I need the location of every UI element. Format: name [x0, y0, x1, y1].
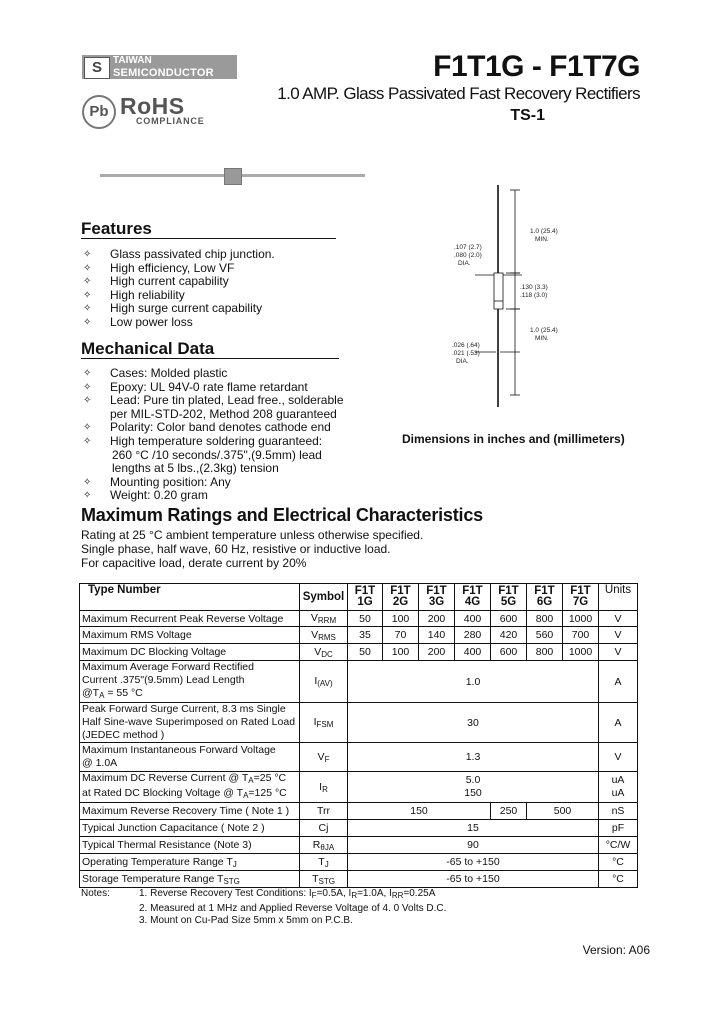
table-row	[80, 871, 638, 888]
row-symbol: $I_{FSM}$	[300, 703, 348, 743]
row-value: 140	[419, 627, 455, 644]
row-value: 400	[455, 611, 491, 627]
row-symbol: $I_R$	[300, 772, 348, 803]
header-part: F1T 2G	[383, 584, 419, 611]
brand-line-1: TAIWAN	[113, 55, 152, 66]
dim-wire-1: .026 (.64)	[452, 342, 480, 349]
dim-bottom-lead-min: MIN.	[535, 335, 549, 342]
row-value: 1000	[563, 644, 599, 661]
notes-label: Notes:	[81, 888, 110, 899]
row-value: -65 to +150	[348, 871, 599, 888]
row-value: 500	[527, 803, 599, 820]
row-label: Maximum DC Blocking Voltage	[80, 644, 300, 661]
table-header-row	[80, 584, 638, 611]
header-part: F1T 3G	[419, 584, 455, 611]
features-heading: Features	[81, 219, 152, 238]
row-value: 800	[527, 611, 563, 627]
rating-note-2: Single phase, half wave, 60 Hz, resistive or inductive load.	[81, 542, 391, 556]
row-value: 800	[527, 644, 563, 661]
row-value: 700	[563, 627, 599, 644]
row-value: 1.0	[348, 661, 599, 703]
list-item: ✧ Glass passivated chip junction.	[83, 247, 275, 261]
company-logo-mark: S	[84, 57, 110, 79]
mechanical-rule	[81, 358, 339, 359]
row-value: 1000	[563, 611, 599, 627]
row-symbol: $T_{STG}$	[300, 871, 348, 888]
row-unit: V	[599, 627, 638, 644]
header-part: F1T 6G	[527, 584, 563, 611]
features-list	[81, 248, 275, 330]
row-value: 50	[348, 611, 383, 627]
dimension-caption: Dimensions in inches and (millimeters)	[402, 432, 625, 446]
row-symbol: $T_J$	[300, 854, 348, 871]
dim-wire-2: .021 (.53)	[452, 350, 480, 357]
list-item: ✧ Polarity: Color band denotes cathode end	[83, 420, 331, 435]
list-item: per MIL-STD-202, Method 208 guaranteed	[110, 406, 337, 421]
row-unit: uA uA	[599, 772, 638, 803]
features-rule	[81, 238, 336, 239]
row-label: Maximum Recurrent Peak Reverse Voltage	[80, 611, 300, 627]
list-item: ✧ Lead: Pure tin plated, Lead free., solderable	[83, 393, 344, 408]
row-value: 5.0 150	[348, 772, 599, 803]
row-unit: A	[599, 661, 638, 703]
row-value: 150	[348, 803, 491, 820]
row-value: 600	[491, 644, 527, 661]
row-value: 600	[491, 611, 527, 627]
rating-note-3: For capacitive load, derate current by 20%	[81, 556, 307, 570]
list-item: 260 °C /10 seconds/.375",(9.5mm) lead	[112, 447, 322, 462]
diode-body-illustration	[224, 168, 242, 185]
header-part: F1T 7G	[563, 584, 599, 611]
table-row	[80, 803, 638, 820]
list-item: ✧ High current capability	[83, 274, 229, 289]
row-value: 50	[348, 644, 383, 661]
row-value: 560	[527, 627, 563, 644]
ratings-table	[79, 583, 638, 888]
list-item: lengths at 5 lbs.,(2.3kg) tension	[112, 461, 279, 476]
note-1: 1. Reverse Recovery Test Conditions: $I_F=0.5A$, $I_R=1.0A$, $I_{RR}=0.25A$	[139, 888, 436, 900]
ratings-heading: Maximum Ratings and Electrical Characteristics	[81, 505, 483, 525]
package-name: TS-1	[510, 107, 545, 124]
row-label: Peak Forward Surge Current, 8.3 ms Single Half Sine-wave Superimposed on Rated Load (JEDEC method )	[80, 703, 300, 743]
row-label: Maximum Average Forward Rectified Current .375"(9.5mm) Lead Length $@T_A = 55$ °C	[80, 661, 300, 703]
row-label: Storage Temperature Range $T_{STG}$	[80, 871, 300, 888]
table-row	[80, 644, 638, 661]
table-row	[80, 854, 638, 871]
row-symbol: Trr	[300, 803, 348, 820]
row-value: 250	[491, 803, 527, 820]
dim-body-len-1: .130 (3.3)	[520, 284, 548, 291]
list-item: ✧ Weight: 0.20 gram	[83, 488, 208, 503]
dim-bottom-lead: 1.0 (25.4)	[530, 327, 558, 334]
dim-top-lead: 1.0 (25.4)	[530, 228, 558, 235]
row-label: Typical Junction Capacitance ( Note 2 )	[80, 820, 300, 837]
row-unit: V	[599, 743, 638, 772]
list-item: ✧ High reliability	[83, 287, 185, 302]
body-outline	[494, 273, 503, 309]
row-label: Operating Temperature Range $T_J$	[80, 854, 300, 871]
row-value: 30	[348, 703, 599, 743]
row-value: 400	[455, 644, 491, 661]
package-dimension-drawing	[420, 185, 600, 410]
table-row	[80, 627, 638, 644]
row-value: 100	[383, 644, 419, 661]
dim-body-dia-label: DIA.	[458, 260, 471, 267]
mechanical-list	[81, 367, 344, 503]
header-symbol: Symbol	[300, 584, 348, 611]
table-row	[80, 661, 638, 703]
row-unit: A	[599, 703, 638, 743]
row-value: 280	[455, 627, 491, 644]
row-value: -65 to +150	[348, 854, 599, 871]
row-symbol: Cj	[300, 820, 348, 837]
dim-top-lead-min: MIN.	[535, 236, 549, 243]
page-subtitle: 1.0 AMP. Glass Passivated Fast Recovery Rectifiers	[277, 84, 640, 103]
row-unit: °C	[599, 854, 638, 871]
dim-body-dia-1: .107 (2.7)	[454, 244, 482, 251]
header-part: F1T 4G	[455, 584, 491, 611]
row-value: 1.3	[348, 743, 599, 772]
list-item: ✧ High surge current capability	[83, 301, 263, 316]
dim-wire-label: DIA.	[456, 358, 469, 365]
rohs-compliance-label: COMPLIANCE	[136, 116, 205, 126]
row-symbol: $V_F$	[300, 743, 348, 772]
header-part: F1T 5G	[491, 584, 527, 611]
row-unit: nS	[599, 803, 638, 820]
dim-body-len-2: .118 (3.0)	[520, 292, 548, 299]
row-unit: V	[599, 644, 638, 661]
list-item: ✧ High efficiency, Low VF	[83, 260, 235, 275]
row-value: 70	[383, 627, 419, 644]
row-symbol: $I_{(AV)}$	[300, 661, 348, 703]
list-item: ✧ Cases: Molded plastic	[83, 366, 228, 380]
row-value: 15	[348, 820, 599, 837]
row-label: Typical Thermal Resistance (Note 3)	[80, 837, 300, 854]
row-label: Maximum RMS Voltage	[80, 627, 300, 644]
brand-line-2: SEMICONDUCTOR	[113, 67, 214, 79]
row-label: Maximum Reverse Recovery Time ( Note 1 )	[80, 803, 300, 820]
dim-body-dia-2: .080 (2.0)	[454, 252, 482, 259]
list-item: ✧ Low power loss	[83, 314, 193, 329]
rohs-logo: RoHS	[120, 93, 185, 119]
row-value: 200	[419, 611, 455, 627]
header-type-number: Type Number	[80, 584, 300, 611]
mechanical-heading: Mechanical Data	[81, 339, 215, 358]
table-row	[80, 772, 638, 803]
table-row	[80, 611, 638, 627]
row-symbol: $V_{DC}$	[300, 644, 348, 661]
row-unit: °C	[599, 871, 638, 888]
page-title: F1T1G - F1T7G	[433, 50, 640, 83]
row-symbol: $R_{\theta JA}$	[300, 837, 348, 854]
list-item: ✧ Epoxy: UL 94V-0 rate flame retardant	[83, 379, 308, 394]
row-label: Maximum Instantaneous Forward Voltage @ 1.0A	[80, 743, 300, 772]
header-part: F1T 1G	[348, 584, 383, 611]
row-value: 100	[383, 611, 419, 627]
list-item: ✧ High temperature soldering guaranteed:	[83, 433, 323, 448]
table-row	[80, 837, 638, 854]
note-3: 3. Mount on Cu-Pad Size 5mm x 5mm on P.C.B.	[139, 915, 353, 926]
row-symbol: $V_{RMS}$	[300, 627, 348, 644]
notes	[81, 888, 446, 928]
list-item: ✧ Mounting position: Any	[83, 474, 231, 489]
rating-note-1: Rating at 25 °C ambient temperature unless otherwise specified.	[81, 528, 424, 542]
row-value: 420	[491, 627, 527, 644]
note-2: 2. Measured at 1 MHz and Applied Reverse Voltage of 4. 0 Volts D.C.	[139, 902, 447, 914]
row-unit: °C/W	[599, 837, 638, 854]
lead-free-badge: Pb	[82, 95, 116, 129]
row-value: 200	[419, 644, 455, 661]
table-row	[80, 703, 638, 743]
row-value: 35	[348, 627, 383, 644]
table-row	[80, 820, 638, 837]
row-unit: pF	[599, 820, 638, 837]
row-value: 90	[348, 837, 599, 854]
row-symbol: $V_{RRM}$	[300, 611, 348, 627]
row-unit: V	[599, 611, 638, 627]
header-units: Units	[599, 584, 638, 611]
version-label: Version: A06	[582, 943, 650, 957]
table-row	[80, 743, 638, 772]
row-label: Maximum DC Reverse Current @ $T_A=25$ °C at Rated DC Blocking Voltage @ $T_A=125$ °C	[80, 772, 300, 803]
